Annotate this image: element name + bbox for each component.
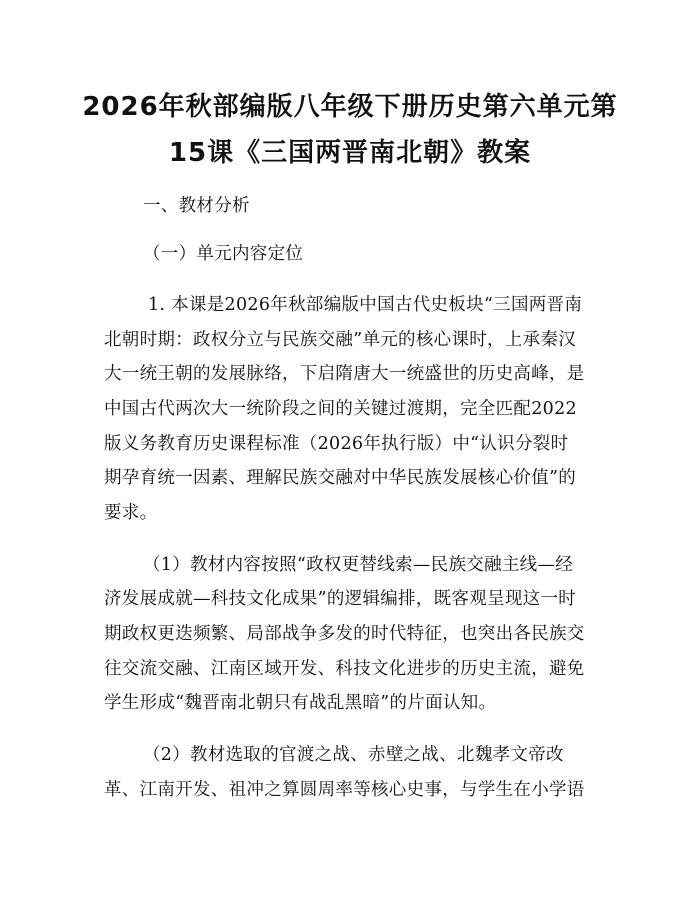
paragraph-line: 版义务教育历史课程标准（2026年执行版）中“认识分裂时 <box>104 434 569 454</box>
paragraph-line: 革、江南开发、祖冲之算圆周率等核心史事，与学生在小学语 <box>104 780 585 800</box>
subsection-heading: （一）单元内容定位 <box>143 244 304 264</box>
paragraph-line: 北朝时期：政权分立与民族交融”单元的核心课时，上承秦汉 <box>104 330 577 350</box>
title-line-2: 15课《三国两晋南北朝》教案 <box>168 138 532 168</box>
paragraph-line: （2）教材选取的官渡之战、赤壁之战、北魏孝文帝改 <box>143 745 564 765</box>
paragraph-line: 往交流交融、江南区域开发、科技文化进步的历史主流，避免 <box>104 659 585 679</box>
paragraph-line: 济发展成就—科技文化成果”的逻辑编排，既客观呈现这一时 <box>104 589 577 609</box>
paragraph-line: 1. 本课是2026年秋部编版中国古代史板块“三国两晋南 <box>148 295 583 315</box>
paragraph-line: 期孕育统一因素、理解民族交融对中华民族发展核心价值”的 <box>104 468 577 488</box>
paragraph-line: 要求。 <box>104 503 158 523</box>
section-heading: 一、教材分析 <box>143 196 250 216</box>
paragraph-line: （1）教材内容按照“政权更替线索—民族交融主线—经 <box>143 555 574 575</box>
paragraph-line: 大一统王朝的发展脉络，下启隋唐大一统盛世的历史高峰，是 <box>104 364 585 384</box>
paragraph-line: 中国古代两次大一统阶段之间的关键过渡期，完全匹配2022 <box>104 399 577 419</box>
paragraph-line: 期政权更迭频繁、局部战争多发的时代特征，也突出各民族交 <box>104 624 585 644</box>
title-line-1: 2026年秋部编版八年级下册历史第六单元第 <box>82 92 618 122</box>
paragraph-line: 学生形成“魏晋南北朝只有战乱黑暗”的片面认知。 <box>104 693 497 713</box>
